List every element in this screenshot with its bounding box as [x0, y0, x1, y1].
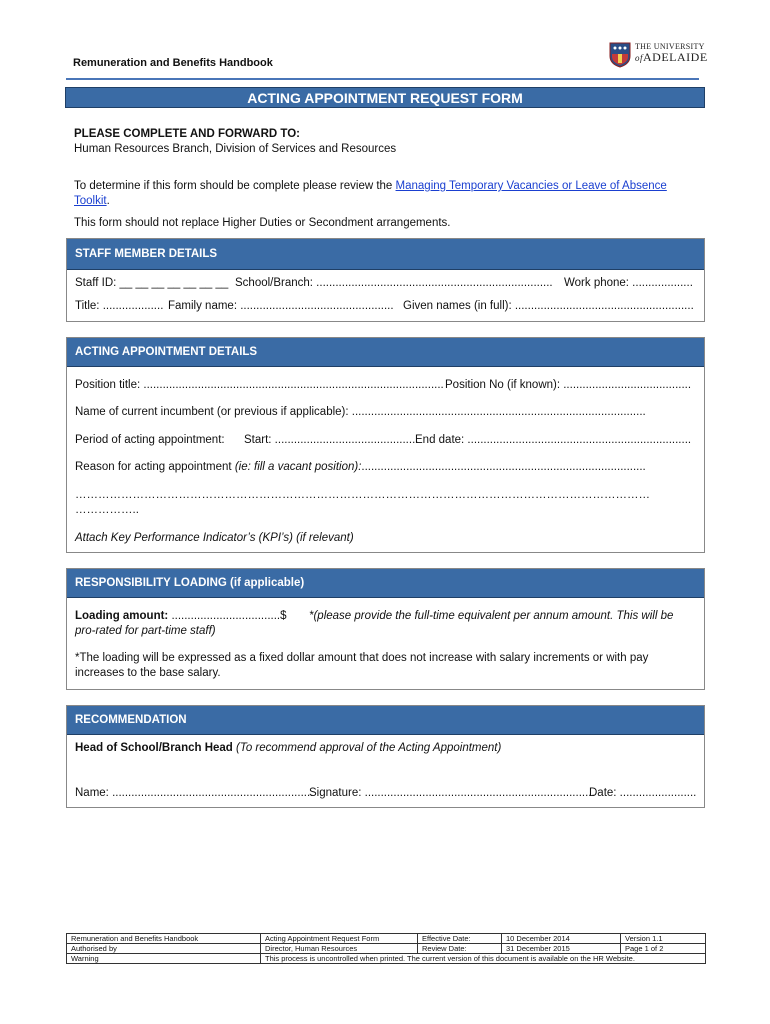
toolkit-link-part1[interactable]: Managing Temporary Vacancies or Leave of Absence: [395, 180, 667, 192]
not-replace-note: This form should not replace Higher Duties or Secondment arrangements.: [74, 217, 451, 229]
footer-row: [67, 954, 706, 964]
forward-heading: PLEASE COMPLETE AND FORWARD TO:: [74, 128, 300, 140]
attach-kpi-note: Attach Key Performance Indicator’s (KPI’s) (if relevant): [75, 532, 354, 544]
logo-line-1: THE UNIVERSITY: [635, 42, 705, 51]
footer-cell: Warning: [67, 954, 261, 964]
determine-text: To determine if this form should be complete please review the: [74, 180, 396, 192]
loading-amount-dots: ..................................$: [168, 610, 287, 622]
recommendation-heading: RECOMMENDATION: [67, 706, 704, 735]
school-branch-field[interactable]: School/Branch: ..........................................................................: [235, 277, 553, 289]
work-phone-field[interactable]: Work phone: ...................: [564, 277, 693, 289]
loading-note-1: *(please provide the full-time equivalent per annum amount. This will be: [309, 610, 674, 622]
position-no-field[interactable]: Position No (if known): ........................................: [445, 379, 692, 391]
reason-hint: (ie: fill a vacant position):: [234, 461, 362, 473]
signature-field[interactable]: Signature: ........................................................................: [309, 787, 595, 799]
handbook-title: Remuneration and Benefits Handbook: [73, 57, 273, 69]
staff-id-field[interactable]: Staff ID: __ __ __ __ __ __ __: [75, 277, 229, 289]
loading-explain-1: *The loading will be expressed as a fixed dollar amount that does not increase with salary increments or with pay: [75, 652, 649, 664]
logo-of: of: [635, 53, 644, 63]
given-names-field[interactable]: Given names (in full): ........................................................: [403, 300, 694, 312]
acting-section: [66, 337, 705, 553]
family-name-field[interactable]: Family name: ................................................: [168, 300, 394, 312]
loading-note-2: pro-rated for part-time staff): [75, 625, 216, 637]
footer-cell: Acting Appointment Request Form: [261, 934, 418, 944]
crest-icon: [609, 42, 631, 68]
staff-heading: STAFF MEMBER DETAILS: [67, 239, 704, 270]
footer-cell: Remuneration and Benefits Handbook: [67, 934, 261, 944]
recommendation-section: [66, 705, 705, 808]
acting-heading: ACTING APPOINTMENT DETAILS: [67, 338, 704, 367]
staff-section: [66, 238, 705, 322]
loading-heading: RESPONSIBILITY LOADING (if applicable): [67, 569, 704, 598]
period: .: [106, 195, 110, 207]
date-field[interactable]: Date: ........................: [589, 787, 697, 799]
determine-paragraph: [74, 179, 694, 209]
footer-cell: Version 1.1: [621, 934, 706, 944]
footer-cell: Effective Date:: [418, 934, 502, 944]
university-logo: [609, 42, 709, 70]
position-title-field[interactable]: Position title: ..............................................................................................: [75, 379, 444, 391]
footer-table: [66, 933, 706, 964]
period-label: Period of acting appointment:: [75, 434, 225, 446]
head-line: [75, 742, 501, 754]
form-title: ACTING APPOINTMENT REQUEST FORM: [65, 87, 705, 108]
loading-explain-2: increases to the base salary.: [75, 667, 221, 679]
footer-cell: Page 1 of 2: [621, 944, 706, 954]
head-label: Head of School/Branch Head: [75, 742, 233, 754]
toolkit-link-part2[interactable]: Toolkit: [74, 195, 107, 207]
loading-amount-label: Loading amount:: [75, 610, 169, 622]
loading-section: [66, 568, 705, 690]
loading-amount-field[interactable]: [75, 610, 287, 622]
footer-cell: Authorised by: [67, 944, 261, 954]
footer-row: [67, 944, 706, 954]
incumbent-field[interactable]: Name of current incumbent (or previous if applicable): ............................................................................................: [75, 406, 646, 418]
reason-continuation-short[interactable]: ……………..: [75, 504, 139, 516]
footer-cell: Director, Human Resources: [261, 944, 418, 954]
footer-row: [67, 934, 706, 944]
reason-label: Reason for acting appointment: [75, 461, 235, 473]
end-date-field[interactable]: End date: ......................................................................: [415, 434, 692, 446]
footer-warning-cell: This process is uncontrolled when printed. The current version of this document is available on the HR Website.: [261, 954, 706, 964]
title-field[interactable]: Title: ...................: [75, 300, 164, 312]
footer-cell: 10 December 2014: [502, 934, 621, 944]
header-rule: [66, 78, 699, 80]
logo-line-2: ADELAIDE: [643, 50, 708, 64]
reason-dots: .........................................................................................: [361, 461, 646, 473]
name-field[interactable]: Name: ...............................................................: [75, 787, 314, 799]
reason-continuation-line[interactable]: ……………………………………………………………………………………………………………………………………: [75, 489, 650, 501]
start-date-field[interactable]: Start: .............................................: [244, 434, 419, 446]
footer-cell: Review Date:: [418, 944, 502, 954]
forward-to: Human Resources Branch, Division of Services and Resources: [74, 143, 397, 155]
footer-cell: 31 December 2015: [502, 944, 621, 954]
reason-field[interactable]: [75, 461, 646, 473]
head-hint: (To recommend approval of the Acting Appointment): [232, 742, 502, 754]
